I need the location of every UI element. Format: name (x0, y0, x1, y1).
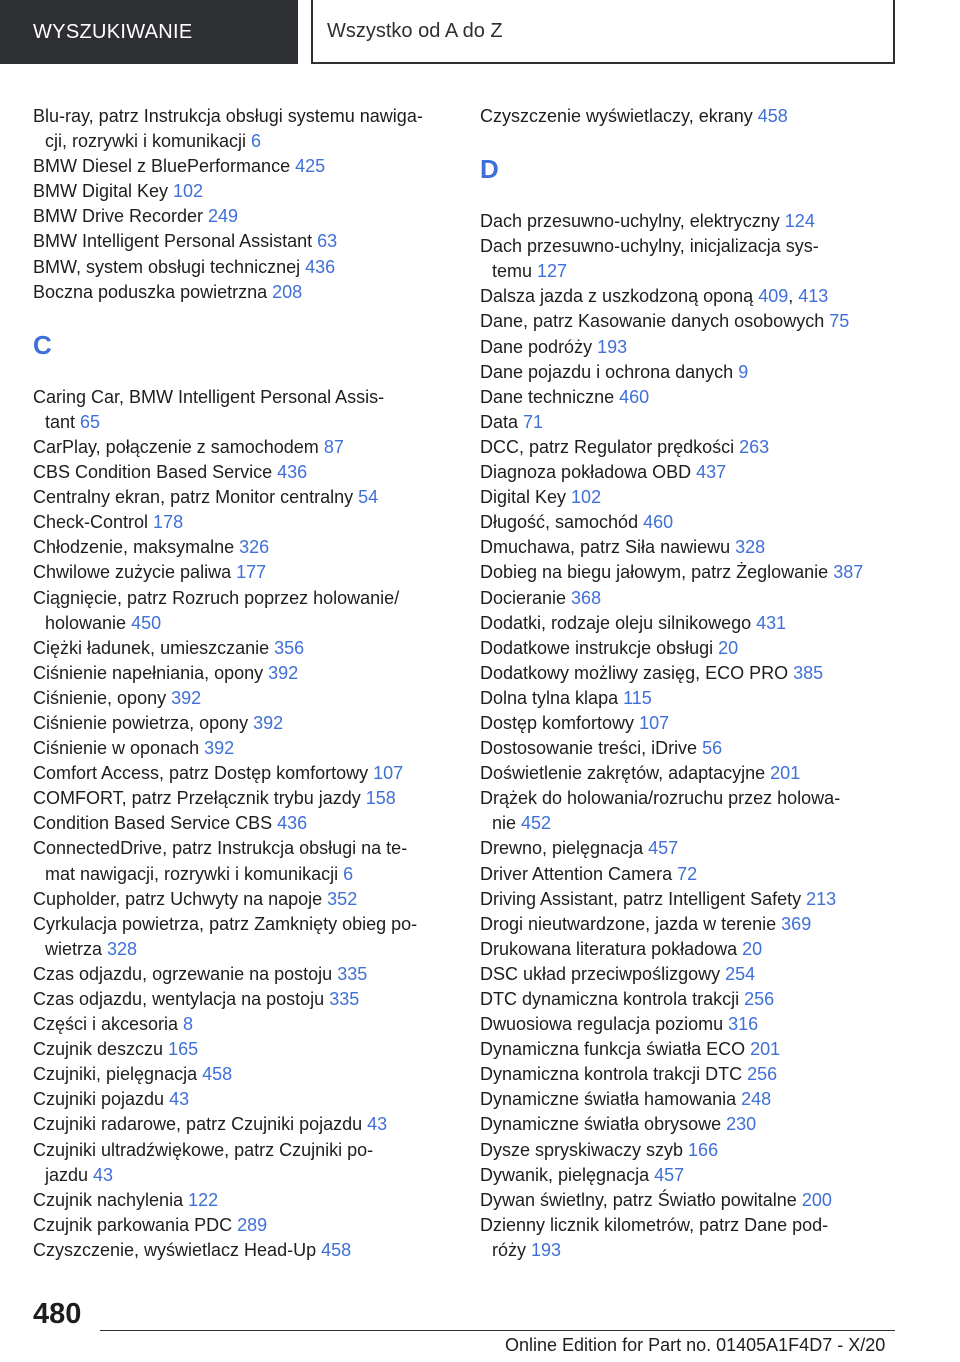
entry-text: Chwilowe zużycie paliwa (33, 562, 237, 583)
entry-text: Chłodzenie, maksymalne (33, 537, 240, 558)
page-reference-link[interactable]: 289 (237, 1214, 268, 1235)
page-reference-link[interactable]: 102 (571, 487, 602, 508)
page-reference-link[interactable]: 436 (277, 813, 308, 834)
page-reference-link[interactable]: 177 (236, 562, 267, 583)
entry-text: Condition Based Service CBS (33, 813, 278, 834)
page-reference-link[interactable]: 72 (677, 863, 698, 884)
entry-text: temu (492, 261, 538, 282)
index-entry (33, 1012, 463, 1037)
entry-text: cji, rozrywki i komunikacji (45, 131, 252, 152)
entry-text: Dobieg na biegu jałowym, patrz Żeglowanie (480, 562, 834, 583)
entry-text: Boczna poduszka powietrzna (33, 281, 273, 302)
page-reference-link[interactable]: 457 (654, 1164, 685, 1185)
index-entry (33, 887, 463, 912)
entry-text: Ciągnięcie, patrz Rozruch poprzez holowanie/ (33, 587, 400, 608)
index-entry (33, 104, 463, 154)
entry-text: Caring Car, BMW Intelligent Personal Assis- (33, 386, 385, 407)
page-reference-link[interactable]: 256 (747, 1064, 778, 1085)
index-entry (33, 761, 463, 786)
index-entry (33, 560, 463, 585)
page-reference-link[interactable]: 20 (718, 637, 739, 658)
entry-text: Dodatkowe instrukcje obsługi (480, 637, 719, 658)
index-entry (33, 1188, 463, 1213)
entry-text: Dostosowanie treści, iDrive (480, 738, 703, 759)
page-reference-link[interactable]: 409 (758, 286, 789, 307)
entry-text: Dywan świetlny, patrz Światło powitalne (480, 1189, 802, 1210)
page-reference-link[interactable]: 450 (131, 612, 162, 633)
page-reference-link[interactable]: 43 (169, 1089, 190, 1110)
entry-text: BMW, system obsługi technicznej (33, 256, 306, 277)
entry-text: Drewno, pielęgnacja (480, 838, 649, 859)
page-reference-link[interactable]: 201 (750, 1039, 781, 1060)
index-entry (480, 1112, 920, 1137)
entry-text: Driving Assistant, patrz Intelligent Safety (480, 888, 807, 909)
entry-text: Części i akcesoria (33, 1014, 184, 1035)
page-reference-link[interactable]: 122 (188, 1189, 219, 1210)
entry-text: Cyrkulacja powietrza, patrz Zamknięty obieg po- (33, 913, 418, 934)
entry-text: Ciśnienie napełniania, opony (33, 662, 269, 683)
page-reference-link[interactable]: 249 (208, 206, 239, 227)
index-entry (33, 435, 463, 460)
section-title: Wszystko od A do Z (311, 0, 895, 64)
entry-text: Dolna tylna klapa (480, 687, 624, 708)
page-reference-link[interactable]: 413 (798, 286, 829, 307)
page-reference-link[interactable]: 385 (793, 662, 824, 683)
index-entry (480, 485, 920, 510)
entry-text: Czyszczenie, wyświetlacz Head-Up (33, 1239, 322, 1260)
entry-text: Czas odjazdu, ogrzewanie na postoju (33, 963, 338, 984)
entry-text: DSC układ przeciwpoślizgowy (480, 963, 726, 984)
index-entry (33, 962, 463, 987)
page-reference-link[interactable]: 200 (801, 1189, 832, 1210)
entry-text: Comfort Access, patrz Dostęp komfortowy (33, 763, 374, 784)
index-entry (480, 335, 920, 360)
index-entry (480, 686, 920, 711)
index-entry (480, 736, 920, 761)
page-reference-link[interactable]: 369 (781, 913, 812, 934)
entry-text: Dane podróży (480, 336, 598, 357)
entry-text: nie (492, 813, 522, 834)
entry-text: Diagnoza pokładowa OBD (480, 462, 697, 483)
entry-text: Doświetlenie zakrętów, adaptacyjne (480, 763, 771, 784)
index-entry (33, 912, 463, 962)
section-letter: C (33, 329, 52, 360)
entry-text: Czujnik nachylenia (33, 1189, 189, 1210)
index-entry (480, 309, 920, 334)
entry-text: Dywanik, pielęgnacja (480, 1164, 655, 1185)
page-reference-link[interactable]: 436 (305, 256, 336, 277)
entry-text: Drogi nieutwardzone, jazda w terenie (480, 913, 782, 934)
index-entry (480, 410, 920, 435)
entry-text: DCC, patrz Regulator prędkości (480, 436, 740, 457)
index-entry (480, 360, 920, 385)
page-reference-link[interactable]: 457 (648, 838, 679, 859)
index-entry (33, 510, 463, 535)
page-reference-link[interactable]: 65 (80, 411, 101, 432)
page-reference-link[interactable]: 387 (833, 562, 864, 583)
entry-text: Dane pojazdu i ochrona danych (480, 361, 739, 382)
entry-text: Czujniki pojazdu (33, 1089, 170, 1110)
index-entry (480, 1012, 920, 1037)
index-entry (480, 761, 920, 786)
entry-text: Ciśnienie w oponach (33, 738, 205, 759)
index-entry (33, 229, 463, 254)
page-reference-link[interactable]: 458 (757, 106, 788, 126)
index-entry (480, 661, 920, 686)
page-reference-link[interactable]: 436 (277, 462, 308, 483)
index-entry (33, 255, 463, 280)
index-entry (33, 1238, 463, 1263)
entry-text: róży (492, 1239, 532, 1260)
page-reference-link[interactable]: 56 (702, 738, 723, 759)
index-entry (480, 887, 920, 912)
page-reference-link[interactable]: 460 (619, 386, 650, 407)
page-reference-link[interactable]: 458 (202, 1064, 233, 1085)
index-entry (480, 786, 920, 836)
entry-text: Dysze spryskiwaczy szyb (480, 1139, 689, 1160)
page-reference-link[interactable]: 458 (321, 1239, 352, 1260)
page-reference-link[interactable]: 87 (323, 436, 344, 457)
entry-text: BMW Digital Key (33, 181, 174, 202)
index-entry (33, 836, 463, 886)
entry-text: Check-Control (33, 512, 154, 533)
entry-text: Drążek do holowania/rozruchu przez holowa- (480, 788, 841, 809)
footer-divider (100, 1330, 895, 1331)
entry-text: Dach przesuwno-uchylny, elektryczny (480, 211, 785, 232)
page-reference-link[interactable]: 254 (725, 963, 756, 984)
entry-text: Digital Key (480, 487, 572, 508)
page-reference-link[interactable]: 230 (726, 1114, 757, 1135)
entry-text: Docieranie (480, 587, 572, 608)
page-reference-link[interactable]: 43 (367, 1114, 388, 1135)
page-reference-link[interactable]: 165 (168, 1039, 199, 1060)
page-reference-link[interactable]: 178 (153, 512, 184, 533)
entry-text: Ciśnienie powietrza, opony (33, 712, 254, 733)
page-reference-link[interactable]: 193 (531, 1239, 562, 1260)
entry-text: Długość, samochód (480, 512, 644, 533)
index-entry (33, 811, 463, 836)
entry-text: Dane, patrz Kasowanie danych osobowych (480, 311, 830, 332)
entry-text: Czujnik deszczu (33, 1039, 169, 1060)
index-entry (33, 1037, 463, 1062)
entry-text: ConnectedDrive, patrz Instrukcja obsługi na te- (33, 838, 408, 859)
page-reference-link[interactable]: 127 (537, 261, 568, 282)
index-entry (33, 204, 463, 229)
index-entry (480, 862, 920, 887)
entry-text: Drukowana literatura pokładowa (480, 938, 743, 959)
index-entry (480, 711, 920, 736)
page-reference-link[interactable]: 208 (272, 281, 303, 302)
entry-text: Dynamiczne światła hamowania (480, 1089, 742, 1110)
page-reference-link[interactable]: 263 (739, 436, 770, 457)
entry-text: Dynamiczne światła obrysowe (480, 1114, 727, 1135)
page-reference-link[interactable]: 392 (253, 712, 284, 733)
page-reference-link[interactable]: 326 (239, 537, 270, 558)
index-entry (33, 535, 463, 560)
index-entry (33, 786, 463, 811)
page-reference-link[interactable]: 71 (523, 411, 544, 432)
entry-text: mat nawigacji, rozrywki i komunikacji (45, 863, 344, 884)
entry-text: jazdu (45, 1164, 94, 1185)
index-entry (480, 1138, 920, 1163)
index-entry (33, 636, 463, 661)
index-entry (33, 1213, 463, 1238)
entry-text: Dmuchawa, patrz Siła nawiewu (480, 537, 736, 558)
index-entry (33, 485, 463, 510)
entry-text: Dynamiczna kontrola trakcji DTC (480, 1064, 748, 1085)
index-entry (480, 636, 920, 661)
index-entry (33, 736, 463, 761)
page-reference-link[interactable]: 107 (373, 763, 404, 784)
index-column-right (480, 104, 920, 1263)
page-reference-link[interactable]: 20 (742, 938, 763, 959)
index-entry (33, 385, 463, 435)
entry-text: Dzienny licznik kilometrów, patrz Dane pod- (480, 1214, 829, 1235)
page-number: 480 (33, 1298, 82, 1330)
entry-text: Dodatki, rodzaje oleju silnikowego (480, 612, 757, 633)
entry-text: Czas odjazdu, wentylacja na postoju (33, 989, 330, 1009)
entry-text: Data (480, 411, 524, 432)
index-entry (480, 586, 920, 611)
page-reference-link[interactable]: 115 (623, 687, 652, 708)
index-entry (480, 435, 920, 460)
page-reference-link[interactable]: 452 (521, 813, 552, 834)
section-letter: D (480, 154, 499, 185)
page-reference-link[interactable]: 6 (251, 131, 262, 152)
index-entry (33, 1112, 463, 1137)
index-entry (33, 586, 463, 636)
page-reference-link[interactable]: 201 (770, 763, 801, 784)
entry-text: tant (45, 411, 81, 432)
entry-text: Cupholder, patrz Uchwyty na napoje (33, 888, 328, 909)
index-entry (480, 104, 920, 129)
page-reference-link[interactable]: 193 (597, 336, 628, 357)
page-reference-link[interactable]: 316 (728, 1014, 759, 1035)
page-reference-link[interactable]: 75 (829, 311, 850, 332)
entry-text: Ciśnienie, opony (33, 687, 172, 708)
page-reference-link[interactable]: 248 (741, 1089, 772, 1110)
edition-footer: Online Edition for Part no. 01405A1F4D7 - X/20 (505, 1335, 886, 1355)
entry-text: BMW Drive Recorder (33, 206, 209, 227)
page-reference-link[interactable]: 356 (274, 637, 305, 658)
page-reference-link[interactable]: 9 (738, 361, 749, 382)
index-entry: Dalsza jazda z uszkodzoną oponą 409, 413 (480, 286, 829, 307)
index-entry (33, 987, 463, 1012)
entry-text: CarPlay, połączenie z samochodem (33, 436, 324, 457)
page-reference-link[interactable]: 368 (571, 587, 602, 608)
entry-text: Dach przesuwno-uchylny, inicjalizacja sys- (480, 236, 819, 257)
entry-text: Czujniki, pielęgnacja (33, 1064, 203, 1085)
index-column-left (33, 104, 463, 1263)
page-reference-link[interactable]: 124 (784, 211, 815, 232)
page-reference-link[interactable]: 6 (343, 863, 354, 884)
page-reference-link[interactable]: 54 (358, 487, 379, 508)
index-entry (480, 1087, 920, 1112)
page-reference-link[interactable]: 328 (107, 938, 138, 959)
page-reference-link[interactable]: 8 (183, 1014, 194, 1035)
page-reference-link[interactable]: 335 (337, 963, 368, 984)
entry-text: Dane techniczne (480, 386, 620, 407)
page-reference-link[interactable]: 392 (171, 687, 202, 708)
entry-text: Czujniki radarowe, patrz Czujniki pojazdu (33, 1114, 368, 1135)
entry-text: wietrza (45, 938, 108, 959)
index-entry (480, 937, 920, 962)
index-entry (480, 912, 920, 937)
page-reference-link[interactable]: 102 (173, 181, 204, 202)
page-reference-link[interactable]: 63 (317, 231, 338, 252)
index-entry (33, 460, 463, 485)
index-entry (480, 209, 920, 234)
index-entry (480, 1163, 920, 1188)
index-entry (480, 1062, 920, 1087)
index-entry (33, 1087, 463, 1112)
entry-text: Dostęp komfortowy (480, 712, 640, 733)
index-entry (480, 560, 920, 585)
index-entry (480, 987, 920, 1012)
index-entry (33, 711, 463, 736)
index-entry (480, 962, 920, 987)
index-entry (480, 510, 920, 535)
index-entry (480, 1213, 920, 1263)
index-entry (33, 179, 463, 204)
index-entry (480, 836, 920, 861)
entry-text: COMFORT, patrz Przełącznik trybu jazdy (33, 788, 366, 809)
entry-text: Czyszczenie wyświetlaczy, ekrany (480, 106, 758, 126)
page-reference-link[interactable]: 158 (365, 788, 396, 809)
page-reference-link[interactable]: 107 (639, 712, 670, 733)
page-reference-link[interactable]: 213 (806, 888, 837, 909)
index-entry (480, 611, 920, 636)
index-entry (33, 686, 463, 711)
index-entry (33, 1138, 463, 1188)
entry-text: Czujnik parkowania PDC (33, 1214, 238, 1235)
page-reference-link[interactable]: 425 (295, 156, 326, 177)
entry-text: Dwuosiowa regulacja poziomu (480, 1014, 729, 1035)
index-entry (480, 1188, 920, 1213)
page-reference-link[interactable]: 392 (268, 662, 299, 683)
index-entry (480, 385, 920, 410)
page-reference-link[interactable]: 43 (93, 1164, 114, 1185)
index-entry (33, 1062, 463, 1087)
page-reference-link[interactable]: 328 (735, 537, 766, 558)
entry-text: BMW Diesel z BluePerformance (33, 156, 296, 177)
index-entry (33, 154, 463, 179)
page-reference-link[interactable]: 437 (696, 462, 727, 483)
entry-text: CBS Condition Based Service (33, 462, 278, 483)
search-tab[interactable]: WYSZUKIWANIE (0, 0, 298, 64)
page-reference-link[interactable]: 431 (756, 612, 787, 633)
page-reference-link[interactable]: 335 (329, 989, 360, 1009)
entry-text: Ciężki ładunek, umieszczanie (33, 637, 275, 658)
entry-text: Driver Attention Camera (480, 863, 678, 884)
index-entry (33, 280, 463, 305)
entry-text: DTC dynamiczna kontrola trakcji (480, 989, 745, 1009)
page-header (0, 0, 960, 66)
entry-text: holowanie (45, 612, 132, 633)
entry-text: Dalsza jazda z uszkodzoną oponą (480, 286, 759, 307)
entry-text: BMW Intelligent Personal Assistant (33, 231, 318, 252)
index-entry (33, 661, 463, 686)
index-entry (480, 535, 920, 560)
page-reference-link[interactable]: 460 (643, 512, 674, 533)
index-entry (480, 234, 920, 284)
page-reference-link[interactable]: 392 (204, 738, 235, 759)
page-reference-link[interactable]: 166 (688, 1139, 719, 1160)
entry-text: Dodatkowy możliwy zasięg, ECO PRO (480, 662, 794, 683)
entry-text: Blu-ray, patrz Instrukcja obsługi systemu nawiga- (33, 106, 423, 126)
entry-text: Czujniki ultradźwiękowe, patrz Czujniki po- (33, 1139, 374, 1160)
index-entry (480, 1037, 920, 1062)
page-reference-link[interactable]: 352 (327, 888, 358, 909)
entry-text: Dynamiczna funkcja światła ECO (480, 1039, 751, 1060)
page-reference-link[interactable]: 256 (744, 989, 775, 1009)
index-entry (480, 460, 920, 485)
entry-text: Centralny ekran, patrz Monitor centralny (33, 487, 359, 508)
